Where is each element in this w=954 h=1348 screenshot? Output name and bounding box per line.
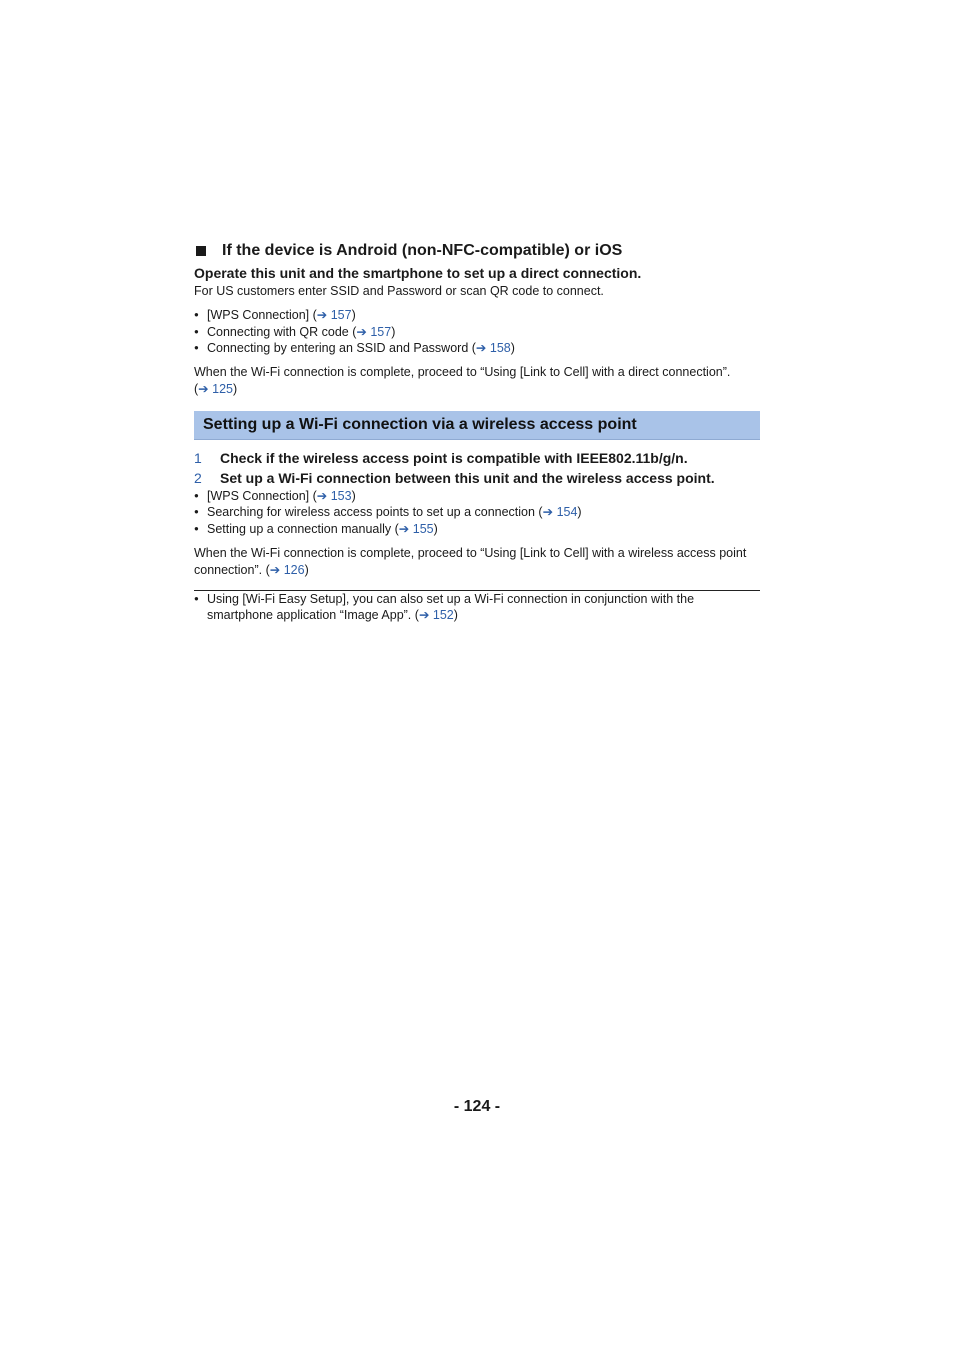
step-item (194, 448, 760, 468)
list-item: ● Setting up a connection manually (➔ 155) (194, 521, 760, 538)
page-link[interactable]: ➔ 157 (356, 324, 392, 339)
steps-list (194, 448, 760, 488)
page-link[interactable]: ➔ 125 (198, 381, 233, 396)
lead-text: Operate this unit and the smartphone to set up a direct connection. (194, 265, 642, 281)
list-item: ● Using [Wi-Fi Easy Setup], you can also set up a Wi-Fi connection in conjunction with the smartphone application “Image App”. (➔ 152) (194, 591, 760, 624)
page-link[interactable]: ➔ 152 (418, 608, 454, 623)
direct-complete-paragraph: When the Wi-Fi connection is complete, proceed to “Using [Link to Cell] with a direct connection”. (➔ 125) (194, 364, 731, 396)
page-link[interactable]: ➔ 154 (542, 505, 578, 520)
section-title-bar (194, 411, 760, 440)
list-item: ● Searching for wireless access points to set up a connection (➔ 154) (194, 504, 760, 521)
list-item: ● Connecting with QR code (➔ 157) (194, 324, 760, 341)
list-item: ● Connecting by entering an SSID and Password (➔ 158) (194, 340, 760, 357)
section-title: Setting up a Wi-Fi connection via a wireless access point (203, 415, 637, 433)
step-item (194, 468, 760, 488)
step-number: 1 (194, 449, 202, 466)
ap-bullet-list (194, 488, 760, 538)
ap-complete-paragraph: When the Wi-Fi connection is complete, proceed to “Using [Link to Cell] with a wireless access point connection”. (➔ 126) (194, 545, 747, 577)
step-number: 2 (194, 469, 202, 486)
page-number: - 124 - (453, 1098, 501, 1115)
page-link[interactable]: ➔ 155 (398, 521, 434, 536)
square-bullet-icon (196, 246, 206, 256)
list-item: ● [WPS Connection] (➔ 153) (194, 488, 760, 505)
page-link[interactable]: ➔ 153 (316, 488, 352, 503)
page-link[interactable]: ➔ 157 (316, 308, 352, 322)
us-customers-note: For US customers enter SSID and Password or scan QR code to connect. (194, 284, 604, 298)
section-heading-android (194, 240, 760, 262)
footnote-list (194, 591, 760, 624)
page-content (194, 240, 760, 624)
step-text: Set up a Wi-Fi connection between this unit and the wireless access point. (220, 469, 715, 486)
step-text: Check if the wireless access point is compatible with IEEE802.11b/g/n. (220, 449, 688, 466)
heading-text: If the device is Android (non-NFC-compatible) or iOS (222, 242, 623, 259)
page-link[interactable]: ➔ 126 (269, 562, 305, 577)
android-bullet-list (194, 307, 760, 357)
list-item: ● [WPS Connection] (➔ 157) (194, 307, 760, 324)
page-link[interactable]: ➔ 158 (475, 341, 511, 356)
